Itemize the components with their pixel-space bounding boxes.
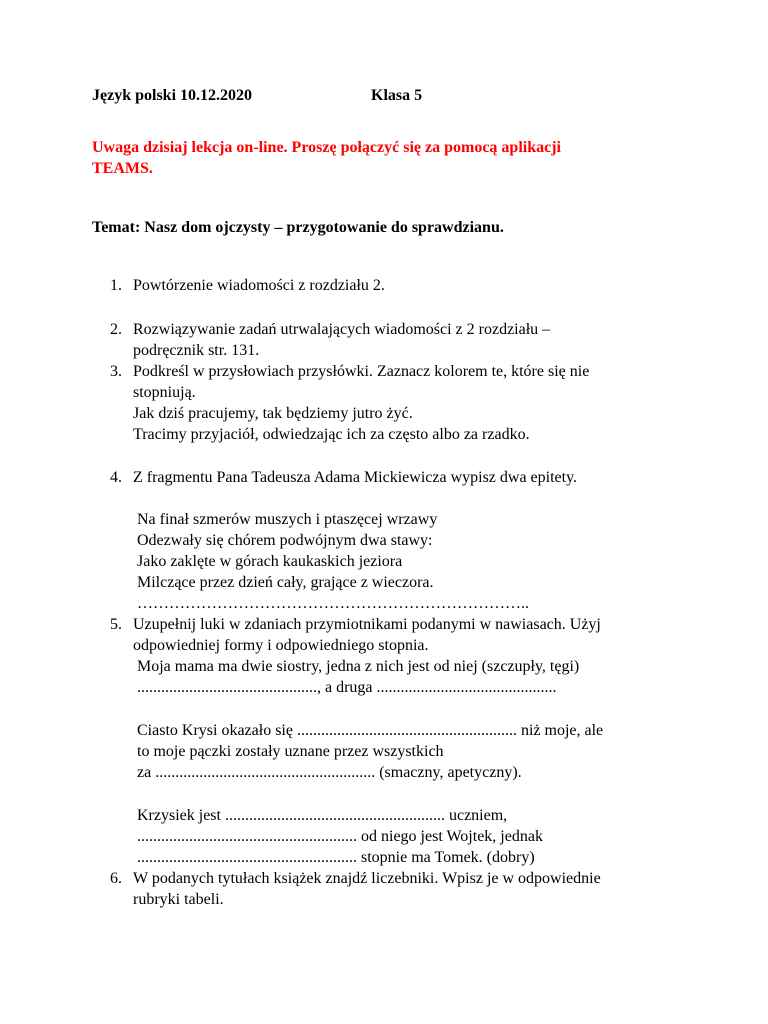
item-number: 5. [110, 616, 122, 633]
poem-line: Milczące przez dzień cały, grające z wieczora. [137, 574, 434, 591]
item-text: Rozwiązywanie zadań utrwalających wiadomości z 2 rozdziału – [133, 321, 551, 338]
lesson-topic: Temat: Nasz dom ojczysty – przygotowanie do sprawdzianu. [92, 219, 504, 236]
answer-blank-line: ……………………………………………………………….. [137, 595, 529, 612]
notice-line-2: TEAMS. [92, 160, 153, 177]
poem-line: Na finał szmerów muszych i ptaszęcej wrzawy [137, 511, 438, 528]
exercise-sentence: to moje pączki zostały uznane przez wszystkich [137, 743, 444, 760]
item-number: 2. [110, 321, 122, 338]
item-text: rubryki tabeli. [133, 891, 224, 908]
exercise-blank-line: za ....................................................... (smaczny, apetyczny). [137, 764, 522, 781]
item-text: podręcznik str. 131. [133, 342, 260, 359]
notice-line-1: Uwaga dzisiaj lekcja on-line. Proszę połączyć się za pomocą aplikacji [92, 139, 561, 156]
item-text: stopniują. [133, 384, 196, 401]
item-number: 4. [110, 469, 122, 486]
exercise-blank-line: ............................................., a druga ............................................. [137, 679, 557, 696]
item-text: Z fragmentu Pana Tadeusza Adama Mickiewicza wypisz dwa epitety. [133, 469, 578, 486]
exercise-blank-line: ....................................................... od niego jest Wojtek, jednak [137, 828, 543, 845]
proverb-line: Jak dziś pracujemy, tak będziemy jutro żyć. [133, 405, 413, 422]
poem-line: Odezwały się chórem podwójnym dwa stawy: [137, 532, 433, 549]
exercise-sentence: Moja mama ma dwie siostry, jedna z nich jest od niej (szczupły, tęgi) [137, 658, 580, 675]
item-text: Podkreśl w przysłowiach przysłówki. Zaznacz kolorem te, które się nie [133, 363, 590, 380]
poem-line: Jako zaklęte w górach kaukaskich jeziora [137, 553, 403, 570]
class-label: Klasa 5 [371, 87, 423, 104]
exercise-sentence: Ciasto Krysi okazało się ....................................................... niż moje, ale [137, 722, 604, 739]
item-text: Powtórzenie wiadomości z rozdziału 2. [133, 277, 385, 294]
item-number: 3. [110, 363, 122, 380]
exercise-blank-line: ....................................................... stopnie ma Tomek. (dobry) [137, 849, 535, 866]
proverb-line: Tracimy przyjaciół, odwiedzając ich za często albo za rzadko. [133, 426, 530, 443]
item-number: 6. [110, 870, 122, 887]
item-text: W podanych tytułach książek znajdź liczebniki. Wpisz je w odpowiednie [133, 870, 601, 887]
subject-date: Język polski 10.12.2020 [92, 87, 253, 104]
exercise-sentence: Krzysiek jest ....................................................... uczniem, [137, 807, 508, 824]
item-text: odpowiedniej formy i odpowiedniego stopnia. [133, 637, 429, 654]
item-text: Uzupełnij luki w zdaniach przymiotnikami podanymi w nawiasach. Użyj [133, 616, 601, 633]
item-number: 1. [110, 277, 122, 294]
